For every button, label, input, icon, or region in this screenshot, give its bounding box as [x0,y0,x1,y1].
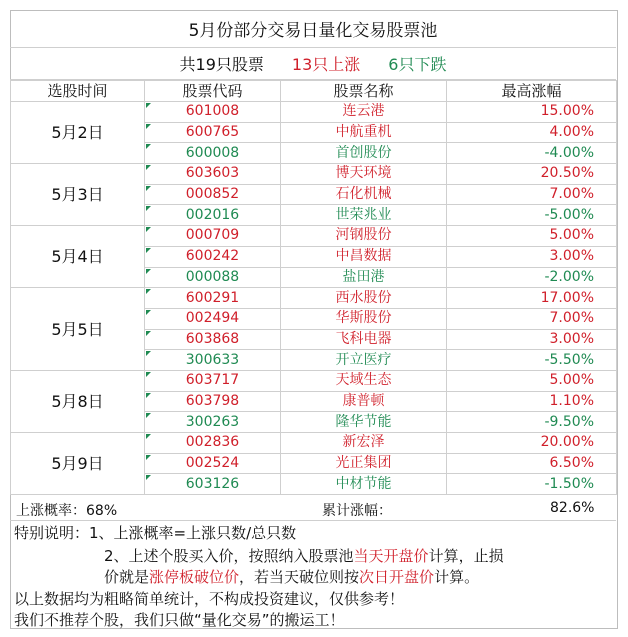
header-gain: 最高涨幅 [447,81,617,102]
code-cell [145,350,281,371]
code-cell [145,164,281,185]
cell-marker-icon [146,455,151,460]
cell-marker-icon [146,372,151,377]
date-cell: 5月4日 [11,226,145,288]
note-line-5: 我们不推荐个股，我们只做“量化交易”的搬运工！ [14,611,345,629]
table-row [11,164,617,185]
table-row [11,370,617,391]
cell-marker-icon [146,413,151,418]
table-header-row [11,81,617,102]
gain-cell: 5.00% [447,226,617,247]
gain-cell: -1.50% [447,474,617,495]
table-row [11,102,617,123]
cell-marker-icon [146,165,151,170]
cell-marker-icon [146,475,151,480]
code-cell [145,122,281,143]
gain-cell: 17.00% [447,288,617,309]
table-row [11,226,617,247]
gain-cell: 4.00% [447,122,617,143]
code-cell [145,143,281,164]
note-line-1: 特别说明：1、上涨概率=上涨只数/总只数 [14,524,297,542]
code-text: 600765 [185,124,240,141]
name-cell: 首创股份 [281,143,447,164]
cell-marker-icon [146,103,151,108]
code-text: 002016 [185,206,240,223]
code-cell [145,288,281,309]
name-cell: 石化机械 [281,184,447,205]
gain-cell: 3.00% [447,329,617,350]
summary-row [10,48,616,80]
gain-cell: 1.10% [447,391,617,412]
cell-marker-icon [146,310,151,315]
header-name: 股票名称 [281,81,447,102]
name-cell: 中昌数据 [281,246,447,267]
name-cell: 西水股份 [281,288,447,309]
table-body [11,102,617,495]
name-cell: 开立医疗 [281,350,447,371]
name-cell: 康普顿 [281,391,447,412]
code-cell [145,184,281,205]
code-text: 002836 [185,434,240,451]
name-cell: 隆华节能 [281,412,447,433]
header-date: 选股时间 [11,81,145,102]
cell-marker-icon [146,186,151,191]
cell-marker-icon [146,269,151,274]
date-cell: 5月2日 [11,102,145,164]
name-cell: 连云港 [281,102,447,123]
gain-cell: 7.00% [447,308,617,329]
code-cell [145,205,281,226]
code-cell [145,267,281,288]
code-cell [145,102,281,123]
summary-up: 13只上涨 [291,55,361,74]
code-text: 300633 [185,351,240,368]
gain-cell: -4.00% [447,143,617,164]
code-text: 603126 [185,475,240,492]
up-rate: 上涨概率：68% [16,503,118,519]
date-cell: 5月9日 [11,433,145,495]
name-cell: 华斯股份 [281,308,447,329]
name-cell: 飞科电器 [281,329,447,350]
cell-marker-icon [146,248,151,253]
gain-cell: -5.00% [447,205,617,226]
code-text: 600291 [185,289,240,306]
code-text: 002494 [185,310,240,327]
header-code: 股票代码 [145,81,281,102]
code-cell [145,370,281,391]
summary-down: 6只下跌 [388,55,447,74]
name-cell: 世荣兆业 [281,205,447,226]
code-cell [145,412,281,433]
gain-cell: 5.00% [447,370,617,391]
cell-marker-icon [146,289,151,294]
code-text: 603603 [185,165,240,182]
cell-marker-icon [146,144,151,149]
cell-marker-icon [146,206,151,211]
cell-marker-icon [146,124,151,129]
code-text: 000852 [185,186,240,203]
code-cell [145,474,281,495]
code-text: 601008 [185,103,240,120]
gain-cell: -2.00% [447,267,617,288]
gain-cell: 7.00% [447,184,617,205]
cell-marker-icon [146,227,151,232]
name-cell: 中材节能 [281,474,447,495]
gain-cell: 20.00% [447,433,617,454]
code-cell [145,391,281,412]
code-text: 000088 [185,268,240,285]
gain-cell: -5.50% [447,350,617,371]
code-cell [145,433,281,454]
name-cell: 盐田港 [281,267,447,288]
page-title: 5月份部分交易日量化交易股票池 [10,10,616,48]
code-cell [145,329,281,350]
code-cell [145,453,281,474]
code-text: 000709 [185,227,240,244]
cell-marker-icon [146,331,151,336]
gain-cell: 6.50% [447,453,617,474]
note-line-4: 以上数据均为粗略简单统计，不构成投资建议，仅供参考！ [14,590,405,608]
note-line-2: 2、上述个股买入价，按照纳入股票池当天开盘价计算，止损 [104,547,504,565]
note-line-3: 价就是涨停板破位价，若当天破位则按次日开盘价计算。 [104,568,480,586]
summary-total: 共19只股票 [179,55,264,74]
code-text: 603868 [185,330,240,347]
code-text: 600242 [185,248,240,265]
cum-value: 82.6% [550,500,595,516]
code-text: 002524 [185,455,240,472]
date-cell: 5月8日 [11,370,145,432]
code-cell [145,226,281,247]
date-cell: 5月3日 [11,164,145,226]
table-row [11,433,617,454]
date-cell: 5月5日 [11,288,145,371]
name-cell: 博天环境 [281,164,447,185]
cell-marker-icon [146,434,151,439]
name-cell: 河钢股份 [281,226,447,247]
gain-cell: 20.50% [447,164,617,185]
code-text: 603717 [185,372,240,389]
stats-row [10,498,616,521]
gain-cell: -9.50% [447,412,617,433]
name-cell: 光正集团 [281,453,447,474]
code-text: 603798 [185,392,240,409]
cum-label: 累计涨幅： [322,503,392,519]
name-cell: 中航重机 [281,122,447,143]
code-cell [145,246,281,267]
cell-marker-icon [146,351,151,356]
name-cell: 新宏泽 [281,433,447,454]
name-cell: 天域生态 [281,370,447,391]
code-text: 600008 [185,144,240,161]
code-cell [145,308,281,329]
code-text: 300263 [185,413,240,430]
stock-table [10,80,617,495]
table-row [11,288,617,309]
cell-marker-icon [146,393,151,398]
gain-cell: 15.00% [447,102,617,123]
gain-cell: 3.00% [447,246,617,267]
